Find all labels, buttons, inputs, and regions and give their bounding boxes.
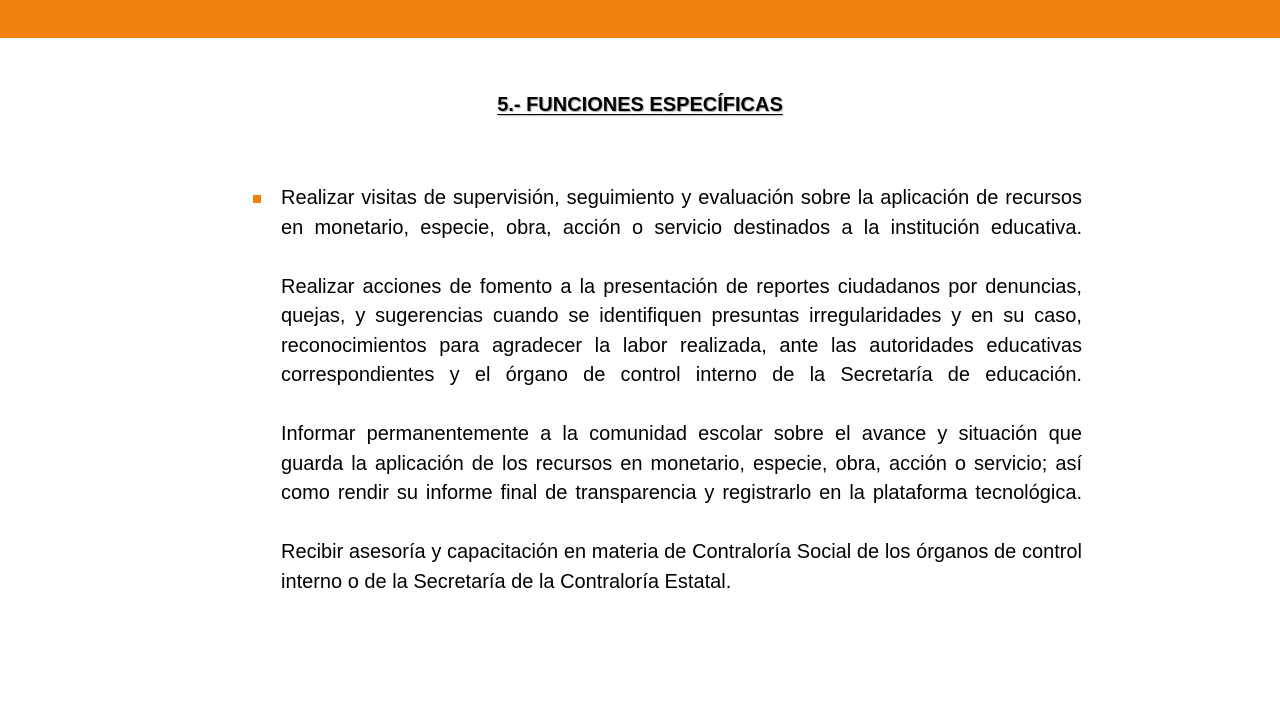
top-accent-bar [0,0,1280,38]
page-title: 5.- FUNCIONES ESPECÍFICAS [497,94,783,116]
square-bullet-icon [253,195,261,203]
paragraph-informar: Informar permanentemente a la comunidad escolar sobre el avance y situación que guarda la aplicación de los recursos en monetario, especie, obra, acción o servicio; así como rendir su informe final de transparencia y registrarlo en la plataforma tecnológica. [281,423,1082,504]
paragraph-supervision: Realizar visitas de supervisión, seguimiento y evaluación sobre la aplicación de recursos en monetario, especie, obra, acción o servicio destinados a la institución educativa. [281,187,1082,239]
functions-list [281,184,1082,597]
paragraph-reportes: Realizar acciones de fomento a la presentación de reportes ciudadanos por denuncias, quejas, y sugerencias cuando se identifiquen presuntas irregularidades y en su caso, reconocimientos para agradecer la labor realizada, ante las autoridades educativas correspondientes y el órgano de control interno de la Secretaría de educación. [281,275,1082,386]
paragraph-asesoria: Recibir asesoría y capacitación en materia de Contraloría Social de los órganos de control interno o de la Secretaría de la Contraloría Estatal. [281,541,1082,593]
